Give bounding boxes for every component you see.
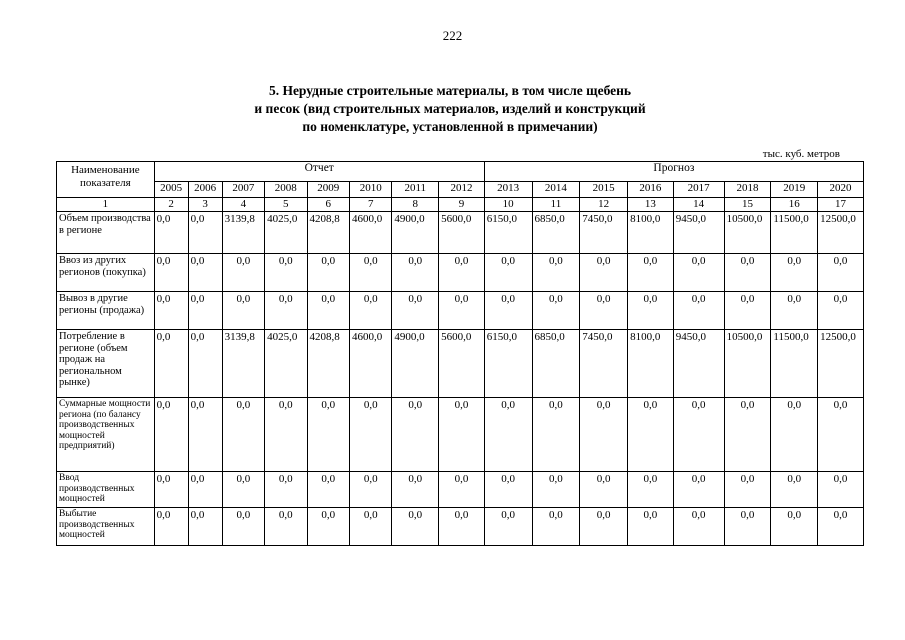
cell-value: 7450,0 <box>580 212 628 254</box>
cell-value: 0,0 <box>818 292 864 330</box>
cell-value: 0,0 <box>265 508 307 546</box>
cell-value: 11500,0 <box>771 330 818 398</box>
cell-value: 0,0 <box>484 254 532 292</box>
cell-value: 4025,0 <box>265 330 307 398</box>
cell-value: 0,0 <box>532 398 580 472</box>
cell-value: 0,0 <box>532 254 580 292</box>
year-header: 2006 <box>188 182 222 198</box>
cell-value: 0,0 <box>771 472 818 508</box>
column-number: 5 <box>265 198 307 212</box>
cell-value: 0,0 <box>265 292 307 330</box>
cell-value: 0,0 <box>307 472 349 508</box>
table-row <box>57 292 864 330</box>
cell-value: 4208,8 <box>307 212 349 254</box>
cell-value: 0,0 <box>580 292 628 330</box>
year-header: 2019 <box>771 182 818 198</box>
cell-value: 0,0 <box>154 472 188 508</box>
row-name: Объем производства в регионе <box>57 212 155 254</box>
column-number: 3 <box>188 198 222 212</box>
cell-value: 0,0 <box>265 398 307 472</box>
cell-value: 0,0 <box>818 398 864 472</box>
cell-value: 0,0 <box>188 330 222 398</box>
cell-value: 0,0 <box>439 292 485 330</box>
title-line-2: и песок (вид строительных материалов, изделий и конструкций <box>254 101 646 116</box>
cell-value: 0,0 <box>154 330 188 398</box>
year-header: 2012 <box>439 182 485 198</box>
cell-value: 0,0 <box>724 398 771 472</box>
cell-value: 0,0 <box>265 472 307 508</box>
cell-value: 9450,0 <box>673 212 724 254</box>
cell-value: 4208,8 <box>307 330 349 398</box>
cell-value: 0,0 <box>484 398 532 472</box>
cell-value: 4600,0 <box>349 330 391 398</box>
cell-value: 0,0 <box>673 254 724 292</box>
title-line-1: 5. Нерудные строительные материалы, в том числе щебень <box>268 83 632 98</box>
column-number: 10 <box>484 198 532 212</box>
cell-value: 0,0 <box>673 398 724 472</box>
cell-value: 0,0 <box>532 472 580 508</box>
table-row <box>57 330 864 398</box>
column-number: 9 <box>439 198 485 212</box>
cell-value: 0,0 <box>673 292 724 330</box>
cell-value: 0,0 <box>771 254 818 292</box>
column-number: 6 <box>307 198 349 212</box>
cell-value: 0,0 <box>154 508 188 546</box>
cell-value: 11500,0 <box>771 212 818 254</box>
cell-value: 0,0 <box>580 472 628 508</box>
cell-value: 0,0 <box>222 254 264 292</box>
cell-value: 0,0 <box>673 508 724 546</box>
cell-value: 0,0 <box>349 254 391 292</box>
cell-value: 0,0 <box>532 508 580 546</box>
cell-value: 0,0 <box>392 254 439 292</box>
cell-value: 0,0 <box>222 398 264 472</box>
cell-value: 4600,0 <box>349 212 391 254</box>
cell-value: 5600,0 <box>439 212 485 254</box>
cell-value: 0,0 <box>188 254 222 292</box>
cell-value: 4900,0 <box>392 330 439 398</box>
row-name: Потребление в регионе (объем продаж на региональном рынке) <box>57 330 155 398</box>
year-header: 2008 <box>265 182 307 198</box>
row-name: Ввод производственных мощностей <box>57 472 155 508</box>
cell-value: 0,0 <box>628 292 674 330</box>
cell-value: 0,0 <box>439 254 485 292</box>
column-number: 7 <box>349 198 391 212</box>
cell-value: 0,0 <box>818 254 864 292</box>
year-header: 2009 <box>307 182 349 198</box>
cell-value: 0,0 <box>154 398 188 472</box>
cell-value: 0,0 <box>392 292 439 330</box>
cell-value: 0,0 <box>818 508 864 546</box>
table-row <box>57 254 864 292</box>
column-number: 12 <box>580 198 628 212</box>
report-header: Отчет <box>154 162 484 182</box>
forecast-header: Прогноз <box>484 162 863 182</box>
cell-value: 7450,0 <box>580 330 628 398</box>
cell-value: 0,0 <box>222 472 264 508</box>
cell-value: 0,0 <box>628 472 674 508</box>
cell-value: 0,0 <box>188 472 222 508</box>
table-row <box>57 398 864 472</box>
cell-value: 0,0 <box>188 398 222 472</box>
column-number: 11 <box>532 198 580 212</box>
year-header: 2017 <box>673 182 724 198</box>
cell-value: 6850,0 <box>532 330 580 398</box>
cell-value: 0,0 <box>818 472 864 508</box>
page-title <box>150 82 750 136</box>
data-table <box>56 161 864 546</box>
cell-value: 0,0 <box>392 398 439 472</box>
year-header: 2018 <box>724 182 771 198</box>
year-header: 2007 <box>222 182 264 198</box>
cell-value: 6150,0 <box>484 330 532 398</box>
column-number: 13 <box>628 198 674 212</box>
row-name: Вывоз в другие регионы (продажа) <box>57 292 155 330</box>
table-row <box>57 212 864 254</box>
cell-value: 0,0 <box>628 508 674 546</box>
year-header: 2013 <box>484 182 532 198</box>
cell-value: 0,0 <box>188 508 222 546</box>
cell-value: 12500,0 <box>818 330 864 398</box>
cell-value: 0,0 <box>188 212 222 254</box>
table-row <box>57 472 864 508</box>
cell-value: 0,0 <box>771 398 818 472</box>
name-column-header: Наименование показателя <box>57 162 155 198</box>
cell-value: 0,0 <box>484 292 532 330</box>
cell-value: 0,0 <box>307 508 349 546</box>
cell-value: 0,0 <box>265 254 307 292</box>
cell-value: 0,0 <box>222 292 264 330</box>
cell-value: 0,0 <box>307 292 349 330</box>
cell-value: 0,0 <box>439 508 485 546</box>
cell-value: 0,0 <box>628 398 674 472</box>
cell-value: 0,0 <box>628 254 674 292</box>
row-name: Суммарные мощности региона (по балансу производственных мощностей предприятий) <box>57 398 155 472</box>
year-header: 2005 <box>154 182 188 198</box>
cell-value: 0,0 <box>154 212 188 254</box>
cell-value: 0,0 <box>307 398 349 472</box>
column-number: 2 <box>154 198 188 212</box>
row-name: Ввоз из других регионов (покупка) <box>57 254 155 292</box>
column-number: 16 <box>771 198 818 212</box>
cell-value: 10500,0 <box>724 212 771 254</box>
cell-value: 0,0 <box>439 472 485 508</box>
cell-value: 6150,0 <box>484 212 532 254</box>
unit-label: тыс. куб. метров <box>762 148 840 160</box>
cell-value: 0,0 <box>771 508 818 546</box>
cell-value: 12500,0 <box>818 212 864 254</box>
column-number: 17 <box>818 198 864 212</box>
cell-value: 0,0 <box>154 292 188 330</box>
cell-value: 0,0 <box>724 292 771 330</box>
cell-value: 0,0 <box>532 292 580 330</box>
cell-value: 0,0 <box>392 472 439 508</box>
cell-value: 0,0 <box>724 254 771 292</box>
cell-value: 0,0 <box>349 472 391 508</box>
title-line-3: по номенклатуре, установленной в примечании) <box>302 119 598 134</box>
year-header: 2010 <box>349 182 391 198</box>
cell-value: 0,0 <box>771 292 818 330</box>
cell-value: 6850,0 <box>532 212 580 254</box>
cell-value: 4900,0 <box>392 212 439 254</box>
year-header: 2014 <box>532 182 580 198</box>
column-number: 4 <box>222 198 264 212</box>
cell-value: 0,0 <box>307 254 349 292</box>
column-number: 14 <box>673 198 724 212</box>
cell-value: 0,0 <box>349 292 391 330</box>
cell-value: 0,0 <box>724 508 771 546</box>
year-header: 2020 <box>818 182 864 198</box>
cell-value: 0,0 <box>580 508 628 546</box>
cell-value: 8100,0 <box>628 212 674 254</box>
cell-value: 0,0 <box>580 398 628 472</box>
cell-value: 0,0 <box>673 472 724 508</box>
cell-value: 0,0 <box>484 472 532 508</box>
year-header: 2016 <box>628 182 674 198</box>
column-number: 15 <box>724 198 771 212</box>
cell-value: 0,0 <box>484 508 532 546</box>
cell-value: 8100,0 <box>628 330 674 398</box>
cell-value: 0,0 <box>580 254 628 292</box>
cell-value: 9450,0 <box>673 330 724 398</box>
cell-value: 0,0 <box>154 254 188 292</box>
cell-value: 0,0 <box>349 398 391 472</box>
cell-value: 5600,0 <box>439 330 485 398</box>
cell-value: 0,0 <box>392 508 439 546</box>
table-row <box>57 508 864 546</box>
cell-value: 0,0 <box>724 472 771 508</box>
cell-value: 10500,0 <box>724 330 771 398</box>
page-number: 222 <box>442 28 463 43</box>
cell-value: 3139,8 <box>222 330 264 398</box>
row-name: Выбытие производственных мощностей <box>57 508 155 546</box>
cell-value: 0,0 <box>188 292 222 330</box>
column-number: 1 <box>57 198 155 212</box>
column-number: 8 <box>392 198 439 212</box>
cell-value: 3139,8 <box>222 212 264 254</box>
cell-value: 0,0 <box>439 398 485 472</box>
cell-value: 0,0 <box>222 508 264 546</box>
cell-value: 4025,0 <box>265 212 307 254</box>
year-header: 2015 <box>580 182 628 198</box>
cell-value: 0,0 <box>349 508 391 546</box>
year-header: 2011 <box>392 182 439 198</box>
